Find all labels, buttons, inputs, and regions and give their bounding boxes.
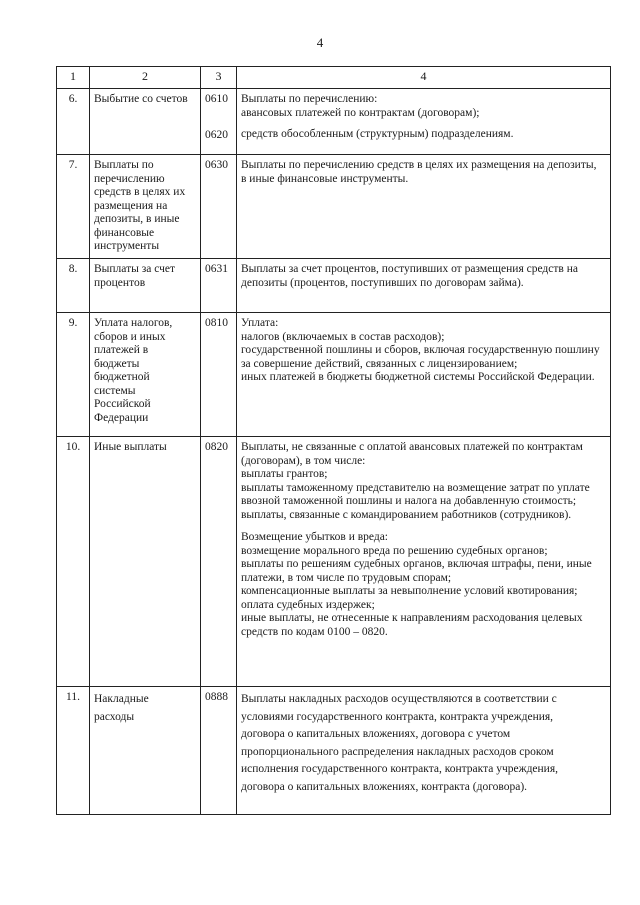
- table-row: [57, 313, 611, 437]
- table-header-row: [57, 67, 611, 89]
- row-description: Выплаты накладных расходов осуществляются в соответствии с условиями государственного контракта, контракта учреждения, договора о капитальных вложениях, договора с учетом пропорционального распределения накладных расходов сроком исполнения государственного контракта, контракта учреждения, договора о капитальных вложениях, контракта (договора).: [237, 687, 611, 815]
- description-text: Выплаты по перечислению: авансовых платежей по контрактам (договорам);: [241, 93, 480, 119]
- row-name: Накладные расходы: [90, 687, 201, 815]
- row-number: 7.: [57, 155, 90, 259]
- page-number: 4: [316, 35, 324, 50]
- header-cell-4: 4: [237, 67, 611, 89]
- row-name: Уплата налогов, сборов и иных платежей в бюджеты бюджетной системы Российской Федерации: [90, 313, 201, 437]
- code-value: 0610: [205, 93, 228, 105]
- row-description: Уплата: налогов (включаемых в состав расходов); государственной пошлины и сборов, включая государственную пошлину за совершение действий, связанных с лицензированием; иных платежей в бюджеты бюджетной системы Российской Федерации.: [237, 313, 611, 437]
- code-value-secondary: 0620: [205, 128, 228, 141]
- row-number: 10.: [57, 437, 90, 687]
- row-number: 6.: [57, 89, 90, 155]
- table-row: [57, 89, 611, 155]
- row-code: 0630: [201, 155, 237, 259]
- table-row: [57, 437, 611, 687]
- description-text-secondary: Возмещение убытков и вреда: возмещение морального вреда по решению судебных органов; выплаты по решениям судебных органов, включая штрафы, пени, иные платежи, в том числе по трудовым спорам; компенсационные выплаты за невыполнение условий квотирования; оплата судебных издержек; иные выплаты, не отнесенные к направлениям расходования целевых средств по кодам 0100 – 0820.: [241, 531, 592, 638]
- row-code: 0820: [201, 437, 237, 687]
- row-code: 0888: [201, 687, 237, 815]
- table-row: [57, 259, 611, 313]
- row-name: Выплаты за счет процентов: [90, 259, 201, 313]
- header-cell-1: 1: [57, 67, 90, 89]
- row-description: [237, 89, 611, 155]
- table-row: [57, 687, 611, 815]
- row-description: Выплаты по перечислению средств в целях их размещения на депозиты, в иные финансовые инструменты.: [237, 155, 611, 259]
- row-name: Выплаты по перечислению средств в целях их размещения на депозиты, в иные финансовые инструменты: [90, 155, 201, 259]
- description-text: Выплаты, не связанные с оплатой авансовых платежей по контрактам (договорам), в том числе: выплаты грантов; выплаты таможенному представителю на возмещение затрат по уплате ввозной таможенной пошлины и налога на добавленную стоимость; выплаты, связанные с командированием работников (сотрудников).: [241, 441, 590, 521]
- row-code: 0631: [201, 259, 237, 313]
- row-code: 0810: [201, 313, 237, 437]
- row-name: Выбытие со счетов: [90, 89, 201, 155]
- codes-table: [56, 66, 611, 815]
- table-row: [57, 155, 611, 259]
- row-description: Выплаты за счет процентов, поступивших от размещения средств на депозиты (процентов, поступивших по договорам займа).: [237, 259, 611, 313]
- description-text-secondary: средств обособленным (структурным) подразделениям.: [241, 128, 514, 140]
- row-number: 8.: [57, 259, 90, 313]
- row-description: [237, 437, 611, 687]
- row-number: 9.: [57, 313, 90, 437]
- header-cell-3: 3: [201, 67, 237, 89]
- header-cell-2: 2: [90, 67, 201, 89]
- row-number: 11.: [57, 687, 90, 815]
- row-code: [201, 89, 237, 155]
- row-name: Иные выплаты: [90, 437, 201, 687]
